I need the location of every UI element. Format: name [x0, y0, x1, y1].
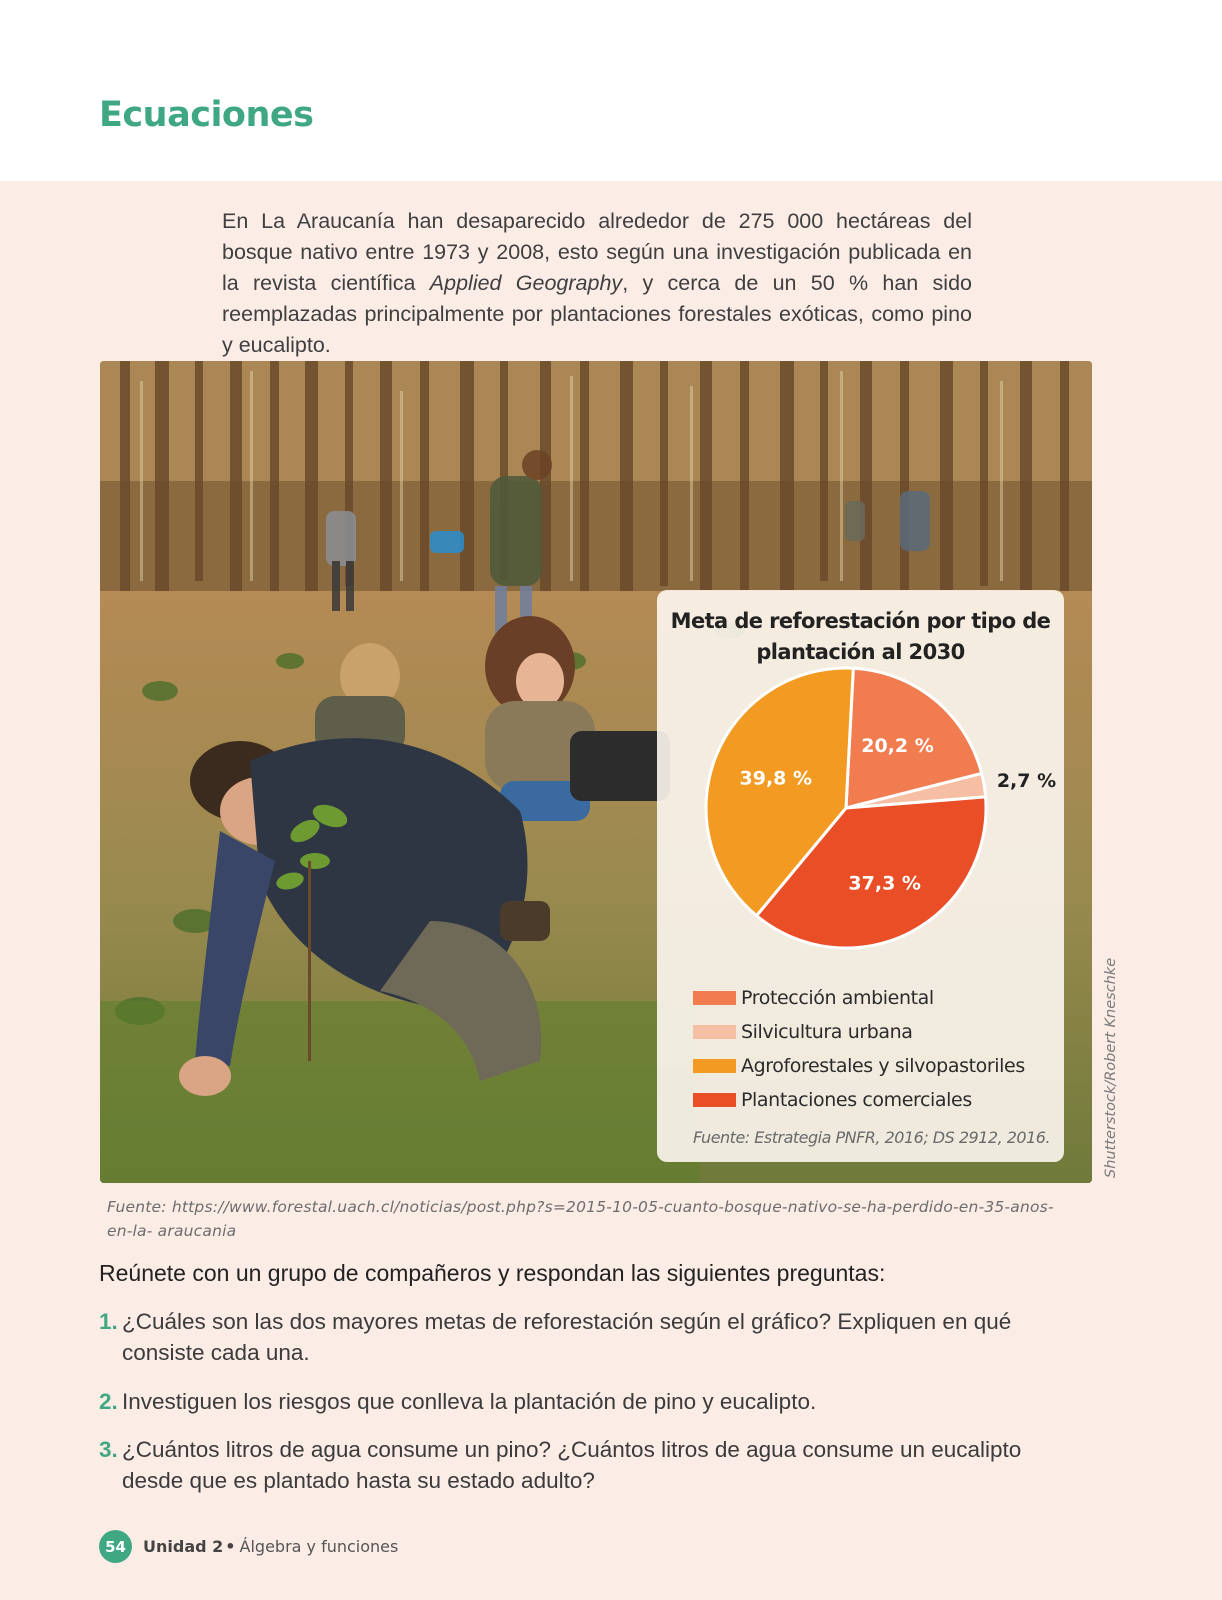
- pie-chart: [657, 590, 1064, 990]
- legend-label: Agroforestales y silvopastoriles: [741, 1055, 1025, 1077]
- intro-text-2: , y cerca de un 50 % han sido reemplazadas principalmente por plantaciones forestales exóticas, como pino y eucalipto.: [222, 271, 972, 357]
- question-number: 3.: [99, 1437, 118, 1462]
- slice-label: 39,8 %: [739, 767, 813, 790]
- section-title: Ecuaciones: [99, 95, 314, 135]
- legend-item: [693, 1015, 1025, 1049]
- activity-prompt: Reúnete con un grupo de compañeros y respondan las siguientes preguntas:: [99, 1260, 886, 1286]
- chart-legend: [693, 981, 1025, 1117]
- slice-label: 37,3 %: [848, 872, 921, 895]
- legend-swatch: [693, 1059, 736, 1073]
- page-number: 54: [99, 1530, 132, 1563]
- question-item: [99, 1386, 1079, 1434]
- question-text: ¿Cuáles son las dos mayores metas de reforestación según el gráfico? Expliquen en qué consiste cada una.: [122, 1309, 1012, 1365]
- question-item: [99, 1434, 1079, 1496]
- legend-item: [693, 1049, 1025, 1083]
- legend-swatch: [693, 1025, 736, 1039]
- legend-label: Plantaciones comerciales: [741, 1089, 972, 1111]
- chart-source: Fuente: Estrategia PNFR, 2016; DS 2912, 2016.: [693, 1128, 1051, 1147]
- legend-item: [693, 981, 1025, 1015]
- legend-swatch: [693, 1093, 736, 1107]
- question-number: 1.: [99, 1309, 118, 1334]
- slice-label: 20,2 %: [861, 735, 934, 758]
- legend-label: Silvicultura urbana: [741, 1021, 913, 1043]
- photo-credit: Shutterstock/Robert Kneschke: [1103, 957, 1119, 1178]
- footer-separator: •: [225, 1537, 236, 1556]
- question-number: 2.: [99, 1389, 118, 1414]
- chart-panel: [657, 590, 1064, 1162]
- intro-paragraph: [222, 206, 972, 361]
- page-footer: [99, 1530, 398, 1563]
- question-item: [99, 1306, 1079, 1386]
- question-text: Investiguen los riesgos que conlleva la plantación de pino y eucalipto.: [122, 1389, 817, 1414]
- source-citation: Fuente: https://www.forestal.uach.cl/noticias/post.php?s=2015-10-05-cuanto-bosque-nativo-se-ha-perdido-en-35-anos-en-la- araucania: [107, 1198, 1054, 1240]
- question-text: ¿Cuántos litros de agua consume un pino? ¿Cuántos litros de agua consume un eucalipto desde que es plantado hasta su estado adulto?: [122, 1437, 1022, 1493]
- intro-text-1: En La Araucanía han desaparecido alrededor de 275 000 hectáreas del bosque nativo entre 1973 y 2008, esto según una investigación publicada en la revista científica: [222, 209, 972, 295]
- slice-label: 2,7 %: [996, 770, 1057, 793]
- legend-label: Protección ambiental: [741, 987, 934, 1009]
- chart-title: Meta de reforestación por tipo de plantación al 2030: [670, 609, 1051, 664]
- journal-name: Applied Geography: [429, 271, 623, 295]
- legend-item: [693, 1083, 1025, 1117]
- question-list: [99, 1306, 1079, 1496]
- footer-topic: Álgebra y funciones: [239, 1537, 399, 1556]
- footer-unit: Unidad 2: [143, 1537, 224, 1556]
- legend-swatch: [693, 991, 736, 1005]
- header-band: [0, 0, 1222, 181]
